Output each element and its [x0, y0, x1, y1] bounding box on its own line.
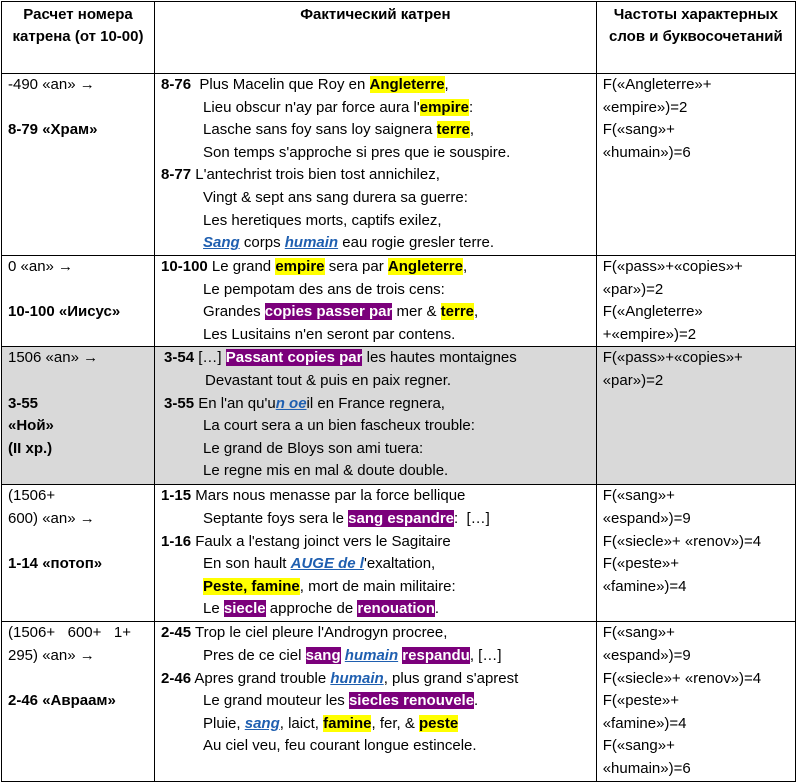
quatrain-text: En son hault [203, 555, 291, 573]
freq-cell [596, 256, 795, 347]
quatrain-text: Trop le ciel pleure l'Androgyn procree, [191, 624, 448, 642]
quatrain-text: , [469, 121, 475, 139]
calc-text: (1506+ [8, 487, 56, 505]
quatrain-text: Le grand [207, 258, 276, 275]
freq-line: F(«siecle»+ «renov»)=4 [602, 669, 762, 687]
quatrain-text: : […] [454, 509, 490, 527]
quatrain-text: . [434, 600, 440, 618]
freq-line: F(«sang»+ [602, 487, 675, 505]
header-calc: Расчет номера катрена (от 10-00) [2, 2, 155, 74]
calc-cell [2, 622, 155, 782]
quatrain-text: Grandes [203, 303, 265, 321]
quatrain-number: 2-45 [161, 624, 192, 642]
quatrain-number: 8-77 [161, 166, 192, 184]
highlight-word: n oe [275, 394, 307, 412]
freq-line: «humain»)=6 [602, 759, 691, 777]
freq-cell [596, 622, 795, 782]
freq-line: «empire»)=2 [602, 98, 688, 116]
quatrain-text: les hautes montaignes [362, 349, 517, 367]
target-quatrain: 2-46 «Авраам» [8, 692, 116, 710]
highlight-word: empire [275, 258, 325, 275]
freq-line: «par»)=2 [602, 280, 664, 298]
freq-line: F(«peste»+ [602, 555, 680, 573]
table-row [2, 485, 796, 622]
quatrain-line: Au ciel veu, feu courant longue estincele. [203, 737, 477, 755]
quatrain-text: Pres de ce ciel [203, 646, 306, 664]
calc-cell [2, 256, 155, 347]
highlight-word: Peste, famine [203, 577, 300, 595]
quatrain-number: 3-55 [164, 394, 195, 412]
highlight-word: Sang [203, 234, 240, 252]
freq-line: F(«pass»+«copies»+ [602, 258, 743, 275]
quatrain-text: Le [203, 600, 224, 618]
quatrain-text: : [468, 98, 474, 116]
quatrain-number: 1-16 [161, 532, 192, 550]
calc-text: -490 «an» → [8, 76, 95, 93]
header-freq: Частоты характерных слов и буквосочетаний [596, 2, 795, 74]
quatrain-number: 10-100 [161, 258, 208, 275]
highlight-word: siecles renouvele [348, 692, 475, 710]
quatrain-line: Les heretiques morts, captifs exilez, [203, 211, 442, 229]
highlight-word: sang [305, 646, 341, 664]
freq-line: F(«siecle»+ «renov»)=4 [602, 532, 762, 550]
freq-line: F(«pass»+«copies»+ [602, 349, 743, 367]
highlight-word: humain [344, 646, 399, 664]
freq-line: F(«sang»+ [602, 624, 675, 642]
quatrain-text: Pluie, [203, 714, 245, 732]
highlight-word: sang espandre [348, 509, 455, 527]
highlight-word: humain [284, 234, 339, 252]
quatrain-text: , [474, 303, 479, 321]
quatrain-number: 1-15 [161, 487, 192, 505]
quatrain-text: , [444, 76, 449, 93]
quatrain-number: 8-76 [161, 76, 192, 93]
quatrain-text: , […] [469, 646, 502, 664]
quatrain-text: , mort de main militaire: [299, 577, 456, 595]
table-row [2, 256, 796, 347]
freq-line: «espand»)=9 [602, 509, 691, 527]
quatrain-text: , laict, [279, 714, 324, 732]
freq-line: F(«peste»+ [602, 692, 680, 710]
quatrain-cell [155, 347, 597, 485]
quatrain-text: approche de [265, 600, 358, 618]
highlight-word: terre [436, 121, 470, 139]
highlight-word: empire [419, 98, 469, 116]
header-row [2, 2, 796, 74]
quatrain-text: Faulx a l'estang joinct vers le Sagitaire [191, 532, 451, 550]
target-quatrain: 3-55 [8, 394, 39, 412]
freq-line: F(«Angleterre» [602, 303, 703, 321]
quatrain-line: Le pempotam des ans de trois cens: [203, 280, 445, 298]
highlight-word: peste [419, 714, 459, 732]
quatrain-line: Vingt & sept ans sang durera sa guerre: [203, 188, 468, 206]
quatrain-text: L'antechrist trois bien tost annichilez, [191, 166, 440, 184]
quatrain-text: corps [239, 234, 285, 252]
quatrain-text: Plus Macelin que Roy en [191, 76, 370, 93]
target-quatrain-note: (II хр.) [8, 439, 53, 457]
freq-line: F(«Angleterre»+ [602, 76, 712, 93]
highlight-word: terre [440, 303, 475, 321]
freq-cell [596, 347, 795, 485]
calc-cell [2, 74, 155, 256]
calc-cell [2, 347, 155, 485]
freq-line: «famine»)=4 [602, 714, 687, 732]
table-row [2, 347, 796, 485]
header-quatrain: Фактический катрен [155, 2, 597, 74]
quatrain-text: Lieu obscur n'ay par force aura l' [203, 98, 420, 116]
quatrain-number: 2-46 [161, 669, 192, 687]
calc-text: (1506+ 600+ 1+ [8, 624, 132, 642]
quatrain-number: 3-54 [164, 349, 195, 367]
freq-line: F(«sang»+ [602, 121, 675, 139]
quatrain-line: La court sera a un bien fascheux trouble: [203, 417, 475, 435]
highlight-word: Angleterre [369, 76, 445, 93]
quatrain-text: , [462, 258, 468, 275]
freq-line: «par»)=2 [602, 371, 664, 389]
calc-text: 1506 «an» → [8, 349, 99, 367]
highlight-word: Passant copies par [225, 349, 363, 367]
freq-cell [596, 485, 795, 622]
highlight-word: renouation [357, 600, 435, 618]
calc-cell [2, 485, 155, 622]
quatrain-text: Apres grand trouble [191, 669, 331, 687]
quatrain-line: Les Lusitains n'en seront par contens. [203, 325, 456, 343]
highlight-word: famine [323, 714, 372, 732]
quatrain-text: […] [194, 349, 226, 367]
target-quatrain: 1-14 «потоп» [8, 555, 103, 573]
table-row [2, 622, 796, 782]
highlight-word: sang [244, 714, 280, 732]
quatrain-table [1, 1, 796, 782]
quatrain-line: Le regne mis en mal & doute double. [203, 462, 449, 480]
quatrain-cell [155, 74, 597, 256]
quatrain-text: mer & [392, 303, 441, 321]
table-row [2, 74, 796, 256]
calc-text: 295) «an» → [8, 646, 95, 664]
target-quatrain: 10-100 «Иисус» [8, 303, 121, 321]
highlight-word: copies passer par [264, 303, 393, 321]
quatrain-text: , plus grand s'aprest [383, 669, 519, 687]
quatrain-line: Le grand de Bloys son ami tuera: [203, 439, 424, 457]
target-quatrain: 8-79 «Храм» [8, 121, 98, 139]
freq-line: «famine»)=4 [602, 577, 687, 595]
freq-line: F(«sang»+ [602, 737, 675, 755]
highlight-word: AUGE de l [290, 555, 364, 573]
quatrain-text: Le grand mouteur les [203, 692, 349, 710]
highlight-word: Angleterre [387, 258, 463, 275]
quatrain-line: Son temps s'approche si pres que ie souspire. [203, 143, 511, 161]
freq-cell [596, 74, 795, 256]
quatrain-text: Septante foys sera le [203, 509, 349, 527]
calc-text: 600) «an» → [8, 509, 95, 527]
quatrain-text: eau rogie gresler terre. [338, 234, 495, 252]
freq-line: «espand»)=9 [602, 646, 691, 664]
quatrain-text: , fer, & [371, 714, 420, 732]
quatrain-text: 'exaltation, [363, 555, 436, 573]
highlight-word: respandu [402, 646, 470, 664]
highlight-word: siecle [223, 600, 266, 618]
quatrain-text: Lasche sans foy sans loy saignera [203, 121, 437, 139]
quatrain-text: sera par [324, 258, 388, 275]
quatrain-text: il en France regnera, [306, 394, 445, 412]
freq-line: +«empire»)=2 [602, 325, 697, 343]
quatrain-cell [155, 622, 597, 782]
target-quatrain-name: «Ной» [8, 417, 54, 435]
quatrain-cell [155, 256, 597, 347]
quatrain-text: . [474, 692, 479, 710]
quatrain-line: Devastant tout & puis en paix regner. [205, 371, 452, 389]
quatrain-text: Mars nous menasse par la force bellique [191, 487, 466, 505]
freq-line: «humain»)=6 [602, 143, 691, 161]
highlight-word: humain [330, 669, 384, 687]
calc-text: 0 «an» → [8, 258, 74, 275]
quatrain-text: En l'an qu'u [194, 394, 276, 412]
quatrain-cell [155, 485, 597, 622]
